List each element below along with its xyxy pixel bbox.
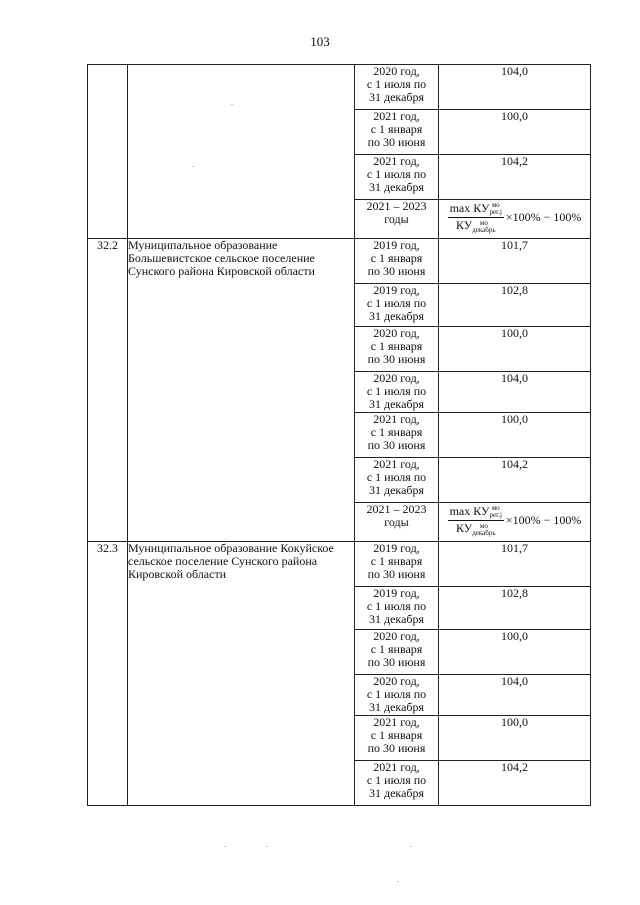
period-line: годы [384,212,409,226]
period-line: по 30 июня [367,264,426,278]
formula-den-text: КУ [455,218,473,233]
period-line: с 1 января [370,554,423,568]
period-line: 31 декабря [368,612,425,626]
table-body [88,65,591,806]
value-cell: 104,2 [439,155,591,200]
period-line: 2020 год, [373,371,420,385]
scan-speck [410,846,412,847]
period-line: 2019 год, [373,541,420,555]
table-row [88,239,591,284]
municipality-name-cell [128,65,355,239]
period-line: 2020 год, [373,64,420,78]
formula-sup: мо [491,201,500,210]
period-cell [355,284,439,327]
value-cell: 100,0 [439,110,591,155]
period-line: с 1 января [370,728,423,742]
period-cell [355,327,439,372]
period-line: с 1 января [370,425,423,439]
formula-denominator [454,521,498,536]
formula-den-text: КУ [455,521,473,536]
formula-sub: рег.j [489,511,502,520]
formula-sup: мо [491,504,500,513]
period-cell [355,630,439,675]
row-number-cell: 32.2 [88,239,128,542]
value-cell: 101,7 [439,542,591,587]
period-cell [355,155,439,200]
period-line: с 1 июля по [366,167,427,181]
period-line: по 30 июня [367,135,426,149]
value-cell: 104,2 [439,761,591,806]
scan-speck [192,166,194,167]
scan-speck [397,881,399,882]
value-cell: 100,0 [439,413,591,458]
value-cell: 104,0 [439,675,591,716]
formula-sub: декабрь [472,528,496,537]
value-cell: 102,8 [439,284,591,327]
period-line: 2019 год, [373,586,420,600]
period-line: по 30 июня [367,655,426,669]
formula-indices [490,202,502,216]
scan-speck [224,846,226,847]
period-line: по 30 июня [367,438,426,452]
value-cell: 104,2 [439,458,591,503]
period-line: 2020 год, [373,629,420,643]
period-line: 2021 год, [373,109,420,123]
formula-sub: рег.j [489,208,502,217]
period-cell [355,65,439,110]
period-line: 2021 – 2023 [366,199,427,213]
table-row [88,65,591,110]
formula-indices [472,220,495,234]
formula-denominator [454,218,498,233]
row-number-cell: 32.3 [88,542,128,806]
period-line: годы [384,515,409,529]
value-cell [439,200,591,239]
formula-indices [472,523,495,537]
period-line: 31 декабря [368,180,425,194]
formula-max-text: max КУ [449,504,490,518]
index-formula [439,503,590,537]
formula-sub: декабрь [472,225,496,234]
period-cell [355,200,439,239]
value-cell: 100,0 [439,327,591,372]
period-line: с 1 июля по [366,687,427,701]
period-line: 2021 год, [373,154,420,168]
period-line: с 1 января [370,122,423,136]
formula-indices [490,505,502,519]
value-cell: 104,0 [439,372,591,413]
page-number: 103 [310,34,330,49]
municipality-name-cell: Муниципальное образование Кокуйское сельское поселение Сунского района Кировской области [128,542,355,806]
formula-fraction [448,202,504,234]
tariff-table [87,64,591,806]
period-cell [355,716,439,761]
period-line: 2021 год, [373,715,420,729]
period-line: 2021 год, [373,412,420,426]
period-line: 31 декабря [368,397,425,411]
formula-max-text: max КУ [449,201,490,215]
period-cell [355,239,439,284]
period-line: с 1 января [370,251,423,265]
period-line: 31 декабря [368,700,425,714]
formula-numerator [448,202,504,218]
scan-speck [266,846,268,847]
period-cell [355,413,439,458]
period-cell [355,761,439,806]
formula-fraction [448,505,504,537]
value-cell [439,503,591,542]
period-cell [355,587,439,630]
index-formula [439,200,590,234]
period-line: с 1 июля по [366,773,427,787]
row-number-cell [88,65,128,239]
value-cell: 100,0 [439,716,591,761]
formula-sup: мо [479,521,488,530]
formula-rest: ×100% − 100% [505,513,582,528]
period-line: 31 декабря [368,483,425,497]
value-cell: 104,0 [439,65,591,110]
period-line: 2021 – 2023 [366,502,427,516]
table-row [88,542,591,587]
period-line: с 1 января [370,339,423,353]
period-line: по 30 июня [367,567,426,581]
period-cell [355,110,439,155]
period-line: 31 декабря [368,309,425,323]
period-line: 2021 год, [373,457,420,471]
formula-sup: мо [479,218,488,227]
period-line: с 1 января [370,642,423,656]
period-line: с 1 июля по [366,470,427,484]
period-line: с 1 июля по [366,384,427,398]
period-cell [355,458,439,503]
period-line: с 1 июля по [366,77,427,91]
period-line: 2020 год, [373,326,420,340]
scan-speck [231,104,233,105]
municipality-name-cell: Муниципальное образование Большевистское сельское поселение Сунского района Кировской области [128,239,355,542]
period-line: 31 декабря [368,786,425,800]
period-line: по 30 июня [367,741,426,755]
value-cell: 100,0 [439,630,591,675]
period-line: 2021 год, [373,760,420,774]
period-cell [355,372,439,413]
period-line: по 30 июня [367,352,426,366]
period-line: 2019 год, [373,283,420,297]
period-line: с 1 июля по [366,599,427,613]
period-cell [355,542,439,587]
value-cell: 101,7 [439,239,591,284]
period-line: 31 декабря [368,90,425,104]
period-line: с 1 июля по [366,296,427,310]
period-cell [355,503,439,542]
value-cell: 102,8 [439,587,591,630]
period-cell [355,675,439,716]
period-line: 2019 год, [373,238,420,252]
formula-numerator [448,505,504,521]
formula-rest: ×100% − 100% [505,210,582,225]
period-line: 2020 год, [373,674,420,688]
